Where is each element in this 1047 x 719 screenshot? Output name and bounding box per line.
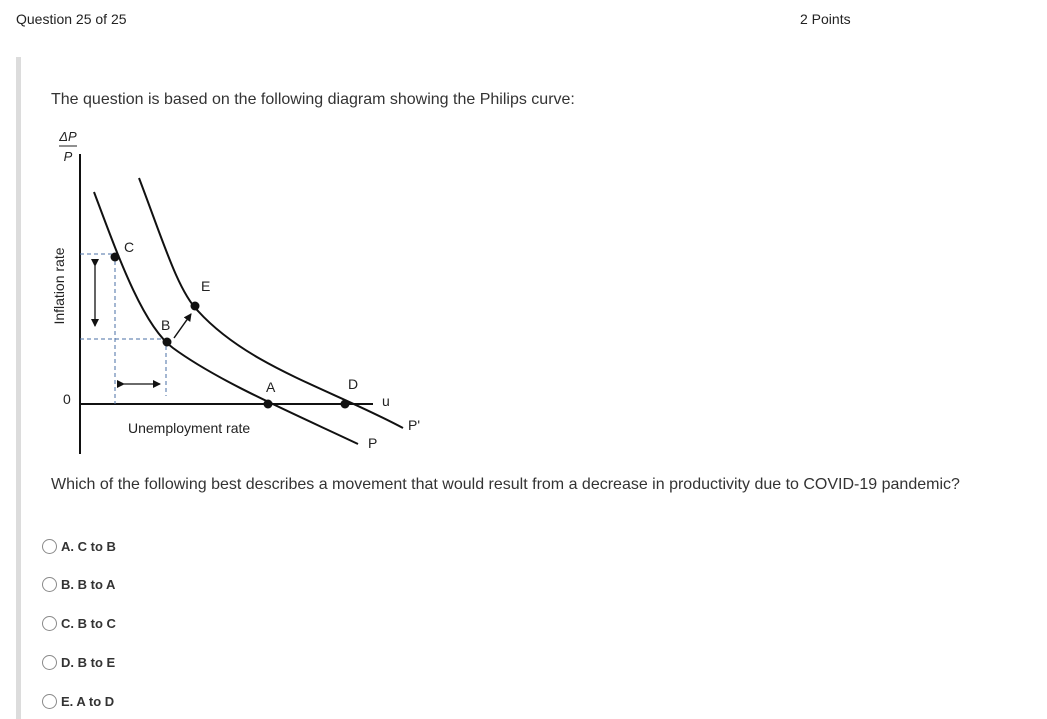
y-label-numerator: ΔP [59,129,77,144]
option-label: E. A to D [61,693,115,709]
option-label: D. B to E [61,654,116,670]
option-e[interactable] [42,691,182,711]
x-axis-label: Unemployment rate [128,420,251,436]
radio-button[interactable] [42,539,57,554]
option-b[interactable] [42,574,182,594]
point-e [191,302,200,311]
option-label: B. B to A [61,576,116,592]
shift-arrow [174,314,191,338]
radio-button[interactable] [42,577,57,592]
question-header [0,0,1047,36]
question-text: Which of the following best describes a movement that would result from a decrease in productivity due to COVID-19 pandemic? [51,476,960,493]
point-b [163,338,172,347]
x-axis-end-label: u [382,393,390,409]
question-number: Question 25 of 25 [16,11,127,27]
radio-button[interactable] [42,616,57,631]
curve-p-label: P [368,435,378,451]
option-a[interactable] [42,536,182,556]
radio-button[interactable] [42,694,57,709]
point-a-label: A [266,379,276,395]
radio-button[interactable] [42,655,57,670]
question-points: 2 Points [800,11,851,27]
dashed-guides [80,254,167,404]
point-d [341,400,350,409]
option-d[interactable] [42,652,182,672]
point-a [264,400,273,409]
option-c[interactable] [42,613,182,633]
point-c-label: C [124,239,135,255]
question-intro: The question is based on the following diagram showing the Philips curve: [51,91,575,108]
y-label-denominator: P [63,149,73,164]
origin-label: 0 [63,391,71,407]
point-d-label: D [348,376,359,392]
point-b-label: B [161,317,171,333]
option-label: A. C to B [61,538,116,554]
point-c [111,253,120,262]
curve-p [94,192,358,444]
option-label: C. B to C [61,615,116,631]
point-e-label: E [201,278,211,294]
y-axis-label: Inflation rate [51,247,67,325]
curve-p-prime-label: P' [408,417,421,433]
phillips-curve-diagram [48,126,438,456]
